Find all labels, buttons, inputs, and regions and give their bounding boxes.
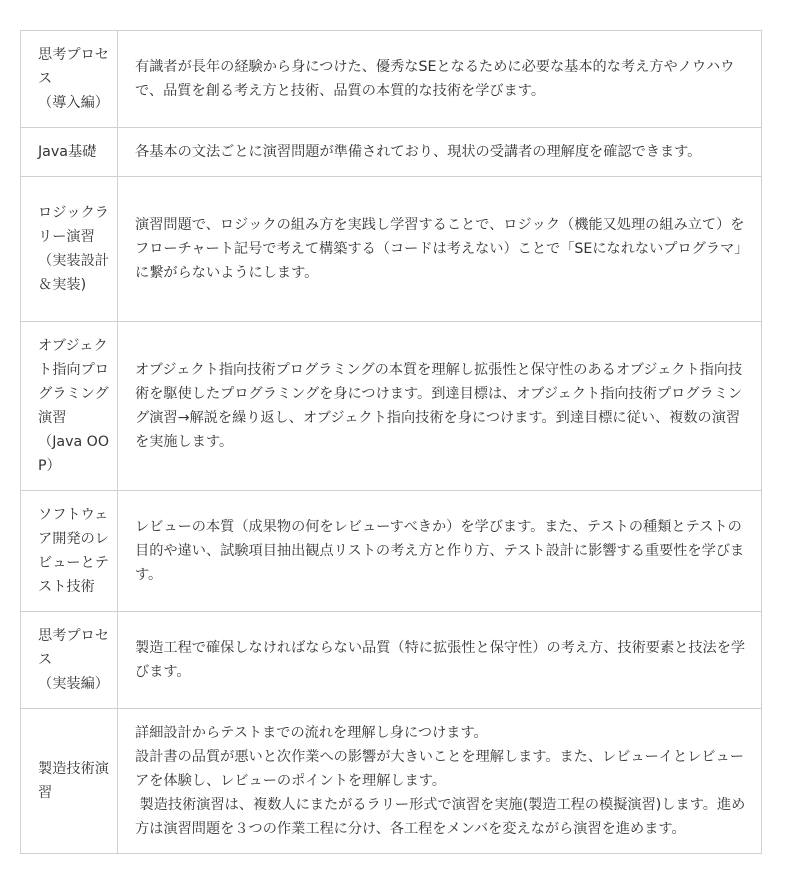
course-description-cell: 有識者が長年の経験から身につけた、優秀なSEとなるために必要な基本的な考え方やノウハウで、品質を創る考え方と技術、品質の本質的な技術を学びます。 bbox=[118, 31, 762, 128]
course-name-cell: Java基礎 bbox=[21, 128, 118, 177]
curriculum-table bbox=[20, 30, 762, 854]
table-row bbox=[21, 128, 762, 177]
table-row bbox=[21, 491, 762, 612]
course-description-cell: 演習問題で、ロジックの組み方を実践し学習することで、ロジック（機能又処理の組み立て）をフローチャート記号で考えて構築する（コードは考えない）ことで「SEになれないプログラマ」に繋がらないようにします。 bbox=[118, 177, 762, 322]
course-description-cell: 製造工程で確保しなければならない品質（特に拡張性と保守性）の考え方、技術要素と技法を学びます。 bbox=[118, 612, 762, 709]
course-name-cell: 思考プロセス （導入編） bbox=[21, 31, 118, 128]
table-row bbox=[21, 31, 762, 128]
course-name-cell: 製造技術演習 bbox=[21, 709, 118, 854]
table-row bbox=[21, 322, 762, 491]
course-description-cell: レビューの本質（成果物の何をレビューすべきか）を学びます。また、テストの種類とテストの目的や違い、試験項目抽出観点リストの考え方と作り方、テスト設計に影響する重要性を学びます。 bbox=[118, 491, 762, 612]
course-name-cell: オブジェクト指向プログラミング演習 （Java OOP） bbox=[21, 322, 118, 491]
course-description-cell: オブジェクト指向技術プログラミングの本質を理解し拡張性と保守性のあるオブジェクト指向技術を駆使したプログラミングを身につけます。到達目標は、オブジェクト指向技術プログラミング演習→解説を繰り返し、オブジェクト指向技術を身につけます。到達目標に従い、複数の演習を実施します。 bbox=[118, 322, 762, 491]
course-name-cell: ソフトウェア開発のレビューとテスト技術 bbox=[21, 491, 118, 612]
course-description-cell: 詳細設計からテストまでの流れを理解し身につけます。 設計書の品質が悪いと次作業への影響が大きいことを理解します。また、レビューイとレビューアを体験し、レビューのポイントを理解します。 製造技術演習は、複数人にまたがるラリー形式で演習を実施(製造工程の模擬演習)します。進め方は演習問題を３つの作業工程に分け、各工程をメンバを変えながら演習を進めます。 bbox=[118, 709, 762, 854]
course-description-cell: 各基本の文法ごとに演習問題が準備されており、現状の受講者の理解度を確認できます。 bbox=[118, 128, 762, 177]
table-row bbox=[21, 709, 762, 854]
course-name-cell: ロジックラリー演習 （実装設計＆実装) bbox=[21, 177, 118, 322]
course-name-cell: 思考プロセス （実装編） bbox=[21, 612, 118, 709]
table-row bbox=[21, 612, 762, 709]
curriculum-table-container bbox=[20, 30, 762, 854]
table-row bbox=[21, 177, 762, 322]
